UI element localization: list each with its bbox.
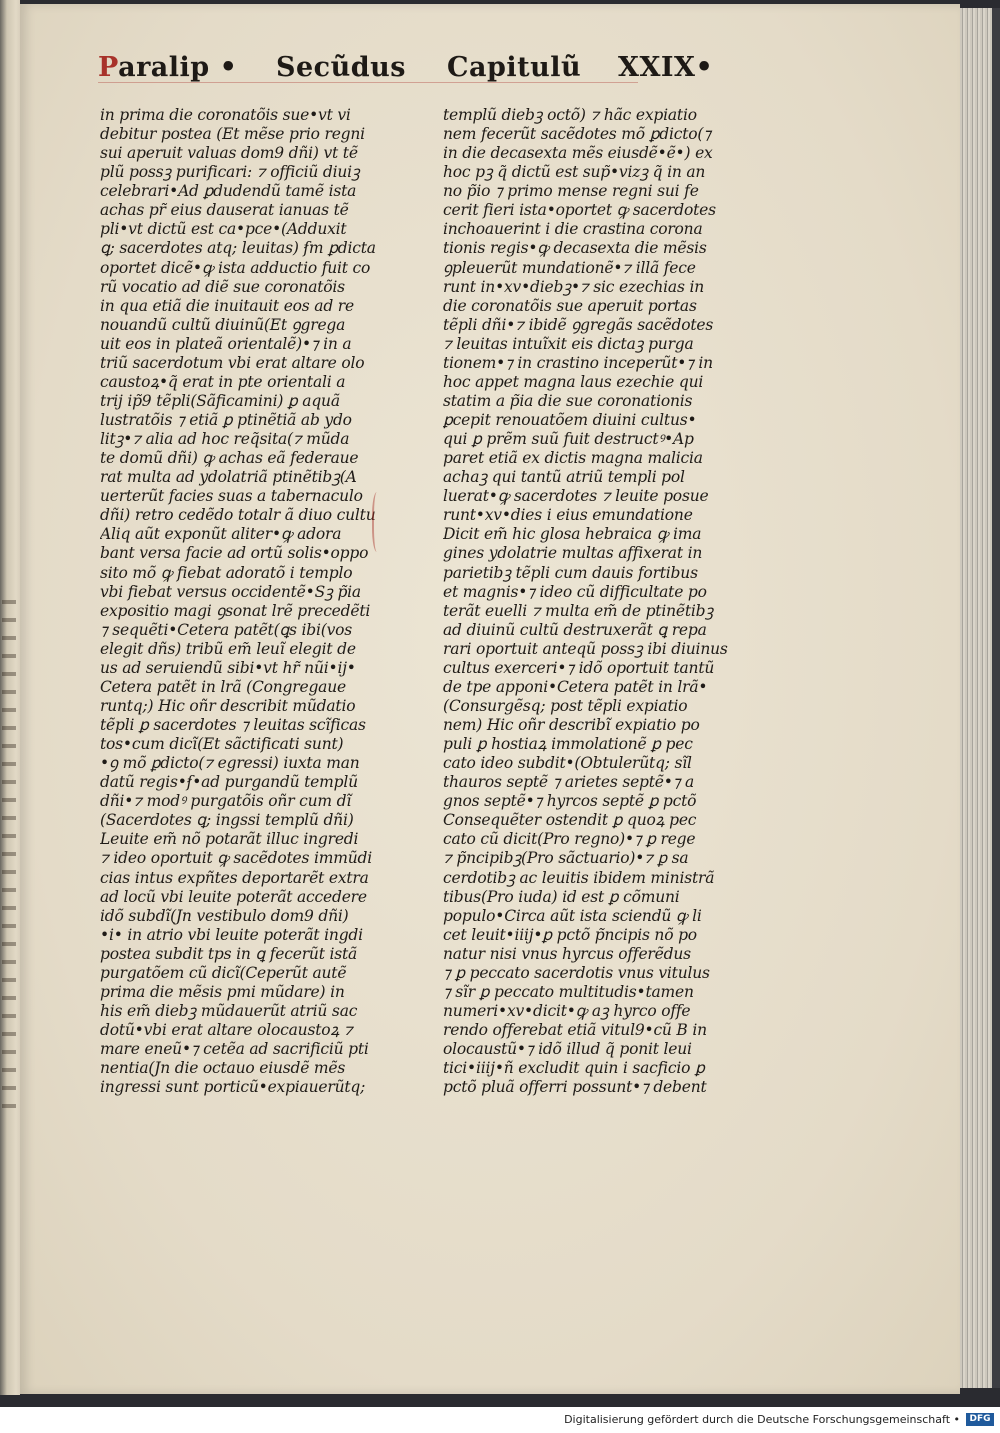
text-line: in qua etiã die inuitauit eos ad re	[100, 296, 354, 315]
text-line: runt in•xv•diebꝫ•⁊ sic ezechias in	[443, 277, 704, 296]
text-line: idõ subdĩ(Jn vestibulo dom9 dñi)	[100, 906, 349, 925]
text-line: gnos septẽ•⁊ hyrcos septẽ ꝑ pctõ	[443, 792, 697, 811]
text-line: ⁊ leuitas intuĩxit eis dictaꝫ purga	[443, 334, 694, 353]
text-line: pctõ pluã offerri possunt•⁊ debent	[443, 1078, 707, 1097]
text-line: ⁊ ꝑ peccato sacerdotis vnus vitulus	[443, 963, 710, 982]
text-line: ⁊ p̃ncipibꝫ(Pro sãctuario)•⁊ ꝑ sa	[443, 849, 689, 868]
running-head-dot: •	[219, 52, 238, 83]
text-line: dñi•⁊ modꝰ purgatõis oñr cum dĩ	[100, 792, 352, 811]
text-line: expositio magi ꝯsonat lrẽ precedẽti	[100, 601, 371, 620]
text-line: Aliq aũt exponũt aliter•ꝙ adora	[100, 525, 342, 544]
text-line: •i• in atrio vbi leuite poterãt ingdi	[100, 925, 363, 944]
text-line: rat multa ad ydolatriã ptinẽtibꝫ(A	[100, 468, 357, 487]
text-line: cultus exerceri•⁊ idõ oportuit tantũ	[443, 658, 715, 677]
text-line: vbi fiebat versus occidentẽ•Sꝫ p̃ia	[100, 582, 361, 601]
text-line: mare eneũ•⁊ cetẽa ad sacrificiũ pti	[100, 1040, 369, 1059]
text-line: pli•vt dictũ est ca•pce•(Adduxit	[100, 220, 347, 239]
text-line: tibus(Pro iuda) id est ꝑ cõmuni	[443, 887, 680, 906]
text-line: achaꝫ qui tantũ atriũ templi pol	[443, 468, 685, 487]
text-line: terãt euelli ⁊ multa em̃ de ptinẽtibꝫ	[443, 601, 714, 620]
text-line: lustratõis ⁊ etiã ꝑ ptinẽtiã ab ydo	[100, 411, 352, 429]
text-line: inchoauerint i die crastina corona	[443, 220, 703, 239]
rubric-bracket-mark	[372, 492, 384, 552]
text-line: achas pr̃ eius dauserat ianuas tẽ	[100, 201, 349, 220]
text-line: dotũ•vbi erat altare olocaustoꝝ ⁊	[100, 1021, 353, 1039]
text-line: runtq;) Hic oñr describit mũdatio	[100, 696, 356, 715]
text-line: Leuite em̃ nõ potarãt illuc ingredi	[100, 830, 359, 849]
text-line: paret etiã ex dictis magna malicia	[443, 449, 703, 468]
text-line: cias intus expñtes deportarẽt extra	[100, 868, 369, 887]
text-line: parietibꝫ tẽpli cum dauis fortibus	[443, 563, 698, 582]
text-line: runt•xv•dies i eius emundatione	[443, 506, 693, 525]
text-line: gines ydolatrie multas affixerat in	[443, 544, 703, 563]
text-line: Dicit em̃ hic glosa hebraica ꝙ ima	[443, 525, 702, 544]
left-page-edge	[0, 0, 20, 1395]
text-line: tionem•⁊ in crastino inceperũt•⁊ in	[443, 353, 713, 372]
text-line: ⁊ sĩr ꝑ peccato multitudis•tamen	[443, 982, 694, 1001]
text-line: uerterũt facies suas a tabernaculo	[100, 487, 363, 506]
text-line: postea subdit tps in ꝗ fecerũt istã	[100, 944, 358, 963]
text-line: ꝗ; sacerdotes atq; leuitas) ẜm ꝑdicta	[100, 239, 376, 258]
left-text-column	[100, 106, 400, 1097]
right-text-column	[443, 106, 743, 1097]
running-head-book	[98, 52, 237, 83]
text-line: numeri•xv•dicit•ꝙ aꝫ hyrco offe	[443, 1001, 691, 1020]
page-stack-shadow	[992, 8, 1000, 1388]
text-line: rari oportuit anteqũ possꝫ ibi diuinus	[443, 639, 728, 658]
text-line: ingressi sunt porticũ•expiauerũtq;	[100, 1078, 366, 1097]
text-line: nentia(Jn die octauo eiusdẽ mẽs	[100, 1059, 346, 1078]
digitization-footer	[0, 1407, 1000, 1433]
page-stack-edges	[960, 8, 992, 1388]
running-head-chapter: Capitulũ	[447, 52, 582, 83]
text-line: nem) Hic oñr describĩ expiatio po	[443, 716, 700, 734]
text-line: tos•cum dicĩ(Et sãctificati sunt)	[100, 735, 344, 754]
text-line: cerit fieri ista•oportet ꝙ sacerdotes	[443, 201, 716, 220]
text-line: statim a p̃ia die sue coronationis	[443, 391, 693, 410]
text-line: rũ vocatio ad diẽ sue coronatõis	[100, 277, 345, 296]
text-line: ad locũ vbi leuite poterãt accedere	[100, 887, 367, 906]
text-line: rendo offerebat etiã vitul9•cũ B in	[443, 1021, 707, 1039]
text-line: tẽpli ꝑ sacerdotes ⁊ leuitas scĩficas	[100, 716, 366, 734]
text-line: templũ diebꝫ octõ) ⁊ hãc expiatio	[443, 106, 697, 124]
text-line: (Consurgẽsq; post tẽpli expiatio	[443, 696, 688, 715]
text-line: in prima die coronatõis sue•vt vi	[100, 106, 351, 124]
text-line: •ꝯ mõ ꝑdicto(⁊ egressi) iuxta man	[100, 754, 360, 773]
text-line: tẽpli dñi•⁊ ibidẽ ꝯgregãs sacẽdotes	[443, 315, 714, 334]
text-line: qui ꝑ prẽm suũ fuit destructꝰ•Ap	[443, 430, 694, 449]
text-line: in die decasexta mẽs eiusdẽ•ẽ•) ex	[443, 144, 713, 163]
text-line: cato cũ dicit(Pro regno)•⁊ ꝑ rege	[443, 830, 696, 849]
text-line: datũ regis•ẜ•ad purgandũ templũ	[100, 773, 358, 792]
text-line: dñi) retro cedẽdo totalr ã diuo cultu	[100, 506, 376, 525]
text-line: olocaustũ•⁊ idõ illud q̃ ponit leui	[443, 1040, 692, 1059]
text-line: elegit dñs) tribũ em̃ leuĩ elegit de	[100, 639, 356, 658]
running-head-chapter-number: XXIX•	[618, 52, 714, 83]
text-line: puli ꝑ hostiaꝝ immolationẽ ꝑ pec	[443, 735, 693, 754]
dfg-logo: DFG	[966, 1413, 994, 1426]
text-line: thauros septẽ ⁊ arietes septẽ•⁊ a	[443, 773, 694, 792]
text-line: Cetera patẽt in lrã (Congregaue	[100, 677, 346, 696]
text-line: triũ sacerdotum vbi erat altare olo	[100, 353, 365, 372]
text-line: tionis regis•ꝙ decasexta die mẽsis	[443, 239, 707, 258]
text-line: hoc appet magna laus ezechie qui	[443, 372, 704, 391]
text-line: celebrari•Ad ꝑdudendũ tamẽ ista	[100, 182, 357, 201]
text-line: ad diuinũ cultũ destruxerãt ꝗ repa	[443, 620, 707, 639]
text-line: de tpe apponi•Cetera patẽt in lrã•	[443, 677, 708, 696]
text-line: die coronatõis sue aperuit portas	[443, 296, 697, 315]
text-line: us ad seruiendũ sibi•vt hr̃ nũi•ij•	[100, 658, 356, 677]
text-line: cerdotibꝫ ac leuitis ibidem ministrã	[443, 868, 715, 887]
text-line: cato ideo subdit•(Obtulerũtq; sĩl	[443, 754, 692, 773]
text-line: his em̃ diebꝫ mũdauerũt atriũ sac	[100, 1001, 358, 1020]
rubric-initial: P	[98, 52, 119, 83]
text-line: ⁊ ideo oportuit ꝙ sacẽdotes immũdi	[100, 849, 372, 868]
text-line: populo•Circa aũt ista sciendũ ꝙ li	[443, 906, 702, 925]
text-line: nem fecerũt sacẽdotes mõ ꝑdicto(⁊	[443, 125, 711, 144]
text-line: te domũ dñi) ꝙ achas eã federaue	[100, 449, 359, 468]
text-line: nouandũ cultũ diuinũ(Et ꝯgrega	[100, 315, 346, 334]
text-line: bant versa facie ad ortũ solis•oppo	[100, 544, 369, 563]
rubric-rule	[98, 82, 638, 83]
running-head-book-text: aralip	[118, 52, 210, 83]
text-line: tici•iiij•ñ excludit quin i sacficio ꝑ	[443, 1059, 705, 1078]
text-line: sito mõ ꝙ fiebat adoratõ i templo	[100, 563, 353, 582]
text-line: prima die mẽsis pmi mũdare) in	[100, 982, 345, 1001]
text-line: oportet dicẽ•ꝙ ista adductio fuit co	[100, 258, 371, 277]
text-line: natur nisi vnus hyrcus offerẽdus	[443, 944, 691, 963]
text-line: et magnis•⁊ ideo cũ difficultate po	[443, 582, 707, 601]
text-line: cet leuit•iiij•ꝑ pctõ p̃ncipis nõ po	[443, 925, 697, 944]
text-line: no p̃io ⁊ primo mense regni sui fe	[443, 182, 699, 201]
text-line: hoc pꝫ q̃ dictũ est sup̃•vizꝫ q̃ in an	[443, 163, 706, 182]
text-line: Consequẽter ostendit ꝑ quoꝝ pec	[443, 811, 697, 830]
text-line: (Sacerdotes ꝗ; ingssi templũ dñi)	[100, 811, 354, 830]
text-line: caustoꝝ•q̃ erat in pte orientali a	[100, 372, 346, 391]
text-line: trij ip̃9 tẽpli(Sãficamini) ꝑ aquã	[100, 391, 340, 410]
text-line: purgatõem cũ dicĩ(Ceperũt autẽ	[100, 963, 347, 982]
text-line: litꝫ•⁊ alia ad hoc req̃sita(⁊ mũda	[100, 430, 350, 449]
text-line: ⁊ sequẽti•Cetera patẽt(ꝗs ibi(vos	[100, 620, 353, 639]
text-line: ꝯpleuerũt mundationẽ•⁊ illã fece	[443, 258, 696, 277]
text-line: debitur postea (Et mẽse prio regni	[100, 125, 365, 144]
footer-credit: Digitalisierung gefördert durch die Deutsche Forschungsgemeinschaft •	[564, 1413, 960, 1426]
text-line: plũ possꝫ purificari: ⁊ officiũ diuiꝫ	[100, 163, 360, 182]
running-head-part: Secũdus	[276, 52, 406, 83]
left-page-text-fragments	[2, 600, 16, 1120]
text-line: sui aperuit valuas dom9 dñi) vt tẽ	[100, 144, 358, 163]
text-line: uit eos in plateã orientalẽ)•⁊ in a	[100, 334, 352, 353]
text-line: luerat•ꝙ sacerdotes ⁊ leuite posue	[443, 487, 709, 506]
text-line: ꝑcepit renouatõem diuini cultus•	[443, 411, 697, 429]
